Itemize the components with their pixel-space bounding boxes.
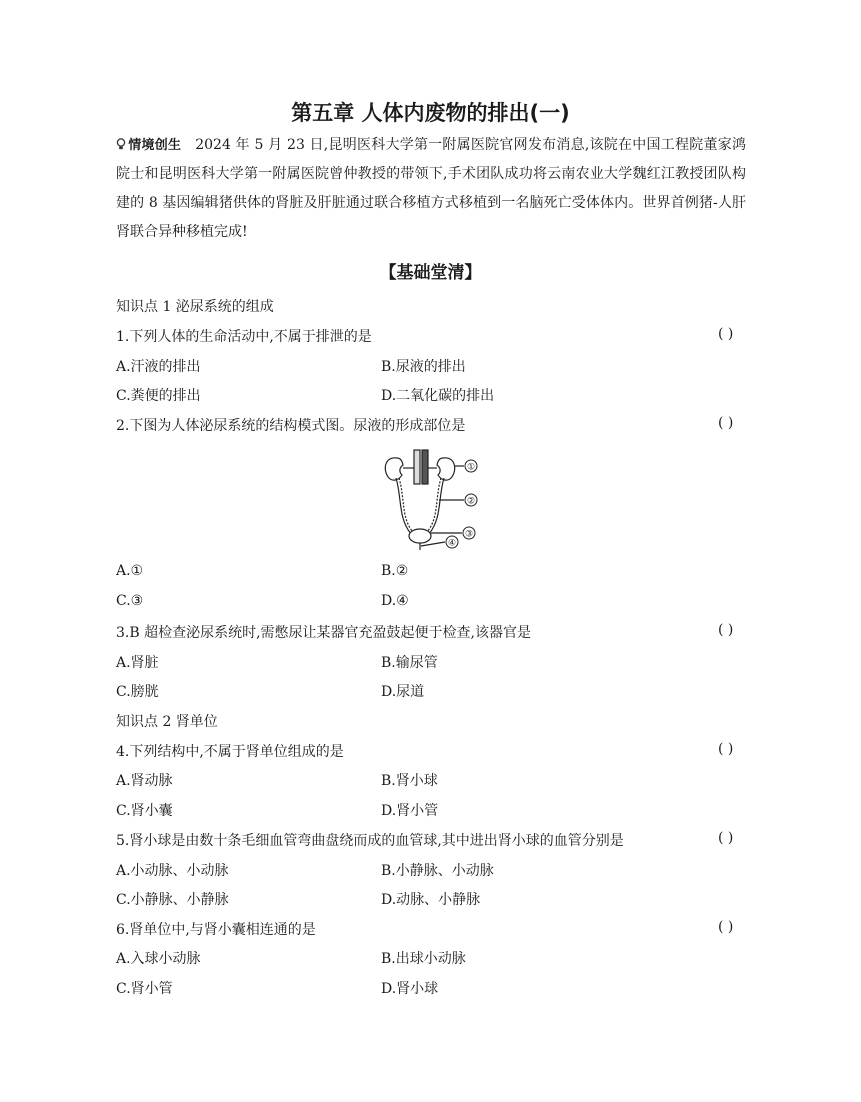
q6-answer-blank[interactable]: ( ) [718,919,734,935]
lightbulb-icon [116,138,126,150]
q5-option-d: D.动脉、小静脉 [381,892,481,908]
q4-option-c: C.肾小囊 [116,803,173,819]
q6-option-b: B.出球小动脉 [381,951,466,967]
q1-option-d: D.二氧化碳的排出 [381,388,495,404]
q4-option-b: B.肾小球 [381,773,438,789]
figure-label-2: ② [466,496,476,507]
q6-option-d: D.肾小球 [381,981,439,997]
left-kidney [385,458,403,480]
q3-option-d: D.尿道 [381,684,425,700]
q2-option-b: B.② [381,563,409,579]
knowledge-point-2: 知识点 2 肾单位 [116,714,218,730]
q6-option-a: A.入球小动脉 [116,951,201,967]
urinary-system-figure [375,448,490,552]
q4-stem: 4.下列结构中,不属于肾单位组成的是 [116,744,344,760]
q2-answer-blank[interactable]: ( ) [718,415,734,431]
q5-answer-blank[interactable]: ( ) [718,830,734,846]
section-title: 【基础堂清】 [379,263,482,283]
q2-option-a: A.① [116,563,144,579]
q5-stem: 5.肾小球是由数十条毛细血管弯曲盘绕而成的血管球,其中进出肾小球的血管分别是 [116,833,624,849]
intro-badge-label: 情境创生 [128,138,182,153]
q2-option-c: C.③ [116,593,144,609]
figure-label-3: ③ [464,529,474,540]
q4-option-a: A.肾动脉 [116,773,173,789]
q1-answer-blank[interactable]: ( ) [718,326,734,342]
q3-option-b: B.输尿管 [381,655,438,671]
q3-option-c: C.膀胱 [116,684,159,700]
q5-option-c: C.小静脉、小静脉 [116,892,229,908]
q4-option-d: D.肾小管 [381,803,439,819]
right-kidney [437,458,455,480]
q3-stem: 3.B 超检查泌尿系统时,需憋尿让某器官充盈鼓起便于检查,该器官是 [116,625,531,641]
q1-option-b: B.尿液的排出 [381,359,466,375]
figure-label-1: ① [466,462,476,473]
q5-option-b: B.小静脉、小动脉 [381,863,494,879]
intro-paragraph [116,131,746,247]
page-title: 第五章 人体内废物的排出(一) [291,101,570,125]
q1-stem: 1.下列人体的生命活动中,不属于排泄的是 [116,329,372,345]
knowledge-point-1: 知识点 1 泌尿系统的组成 [116,299,274,315]
q2-stem: 2.下图为人体泌尿系统的结构模式图。尿液的形成部位是 [116,418,466,434]
q2-option-d: D.④ [381,593,409,609]
q1-option-c: C.粪便的排出 [116,388,201,404]
q1-option-a: A.汗液的排出 [116,359,201,375]
q6-stem: 6.肾单位中,与肾小囊相连通的是 [116,922,316,938]
intro-badge [116,138,181,153]
figure-label-4: ④ [447,538,457,549]
intro-text: 2024 年 5 月 23 日,昆明医科大学第一附属医院官网发布消息,该院在中国工程院董家鸿院士和昆明医科大学第一附属医院曾仲教授的带领下,手术团队成功将云南农业大学魏红江教授团队构建的 8 基因编辑猪供体的肾脏及肝脏通过联合移植方式移植到一名脑死亡受体体内。世界首例猪-人肝肾联合异种移植完成! [116,137,746,240]
q3-answer-blank[interactable]: ( ) [718,622,734,638]
bladder [409,529,431,543]
q6-option-c: C.肾小管 [116,981,173,997]
q4-answer-blank[interactable]: ( ) [718,741,734,757]
q3-option-a: A.肾脏 [116,655,159,671]
q5-option-a: A.小动脉、小动脉 [116,863,229,879]
